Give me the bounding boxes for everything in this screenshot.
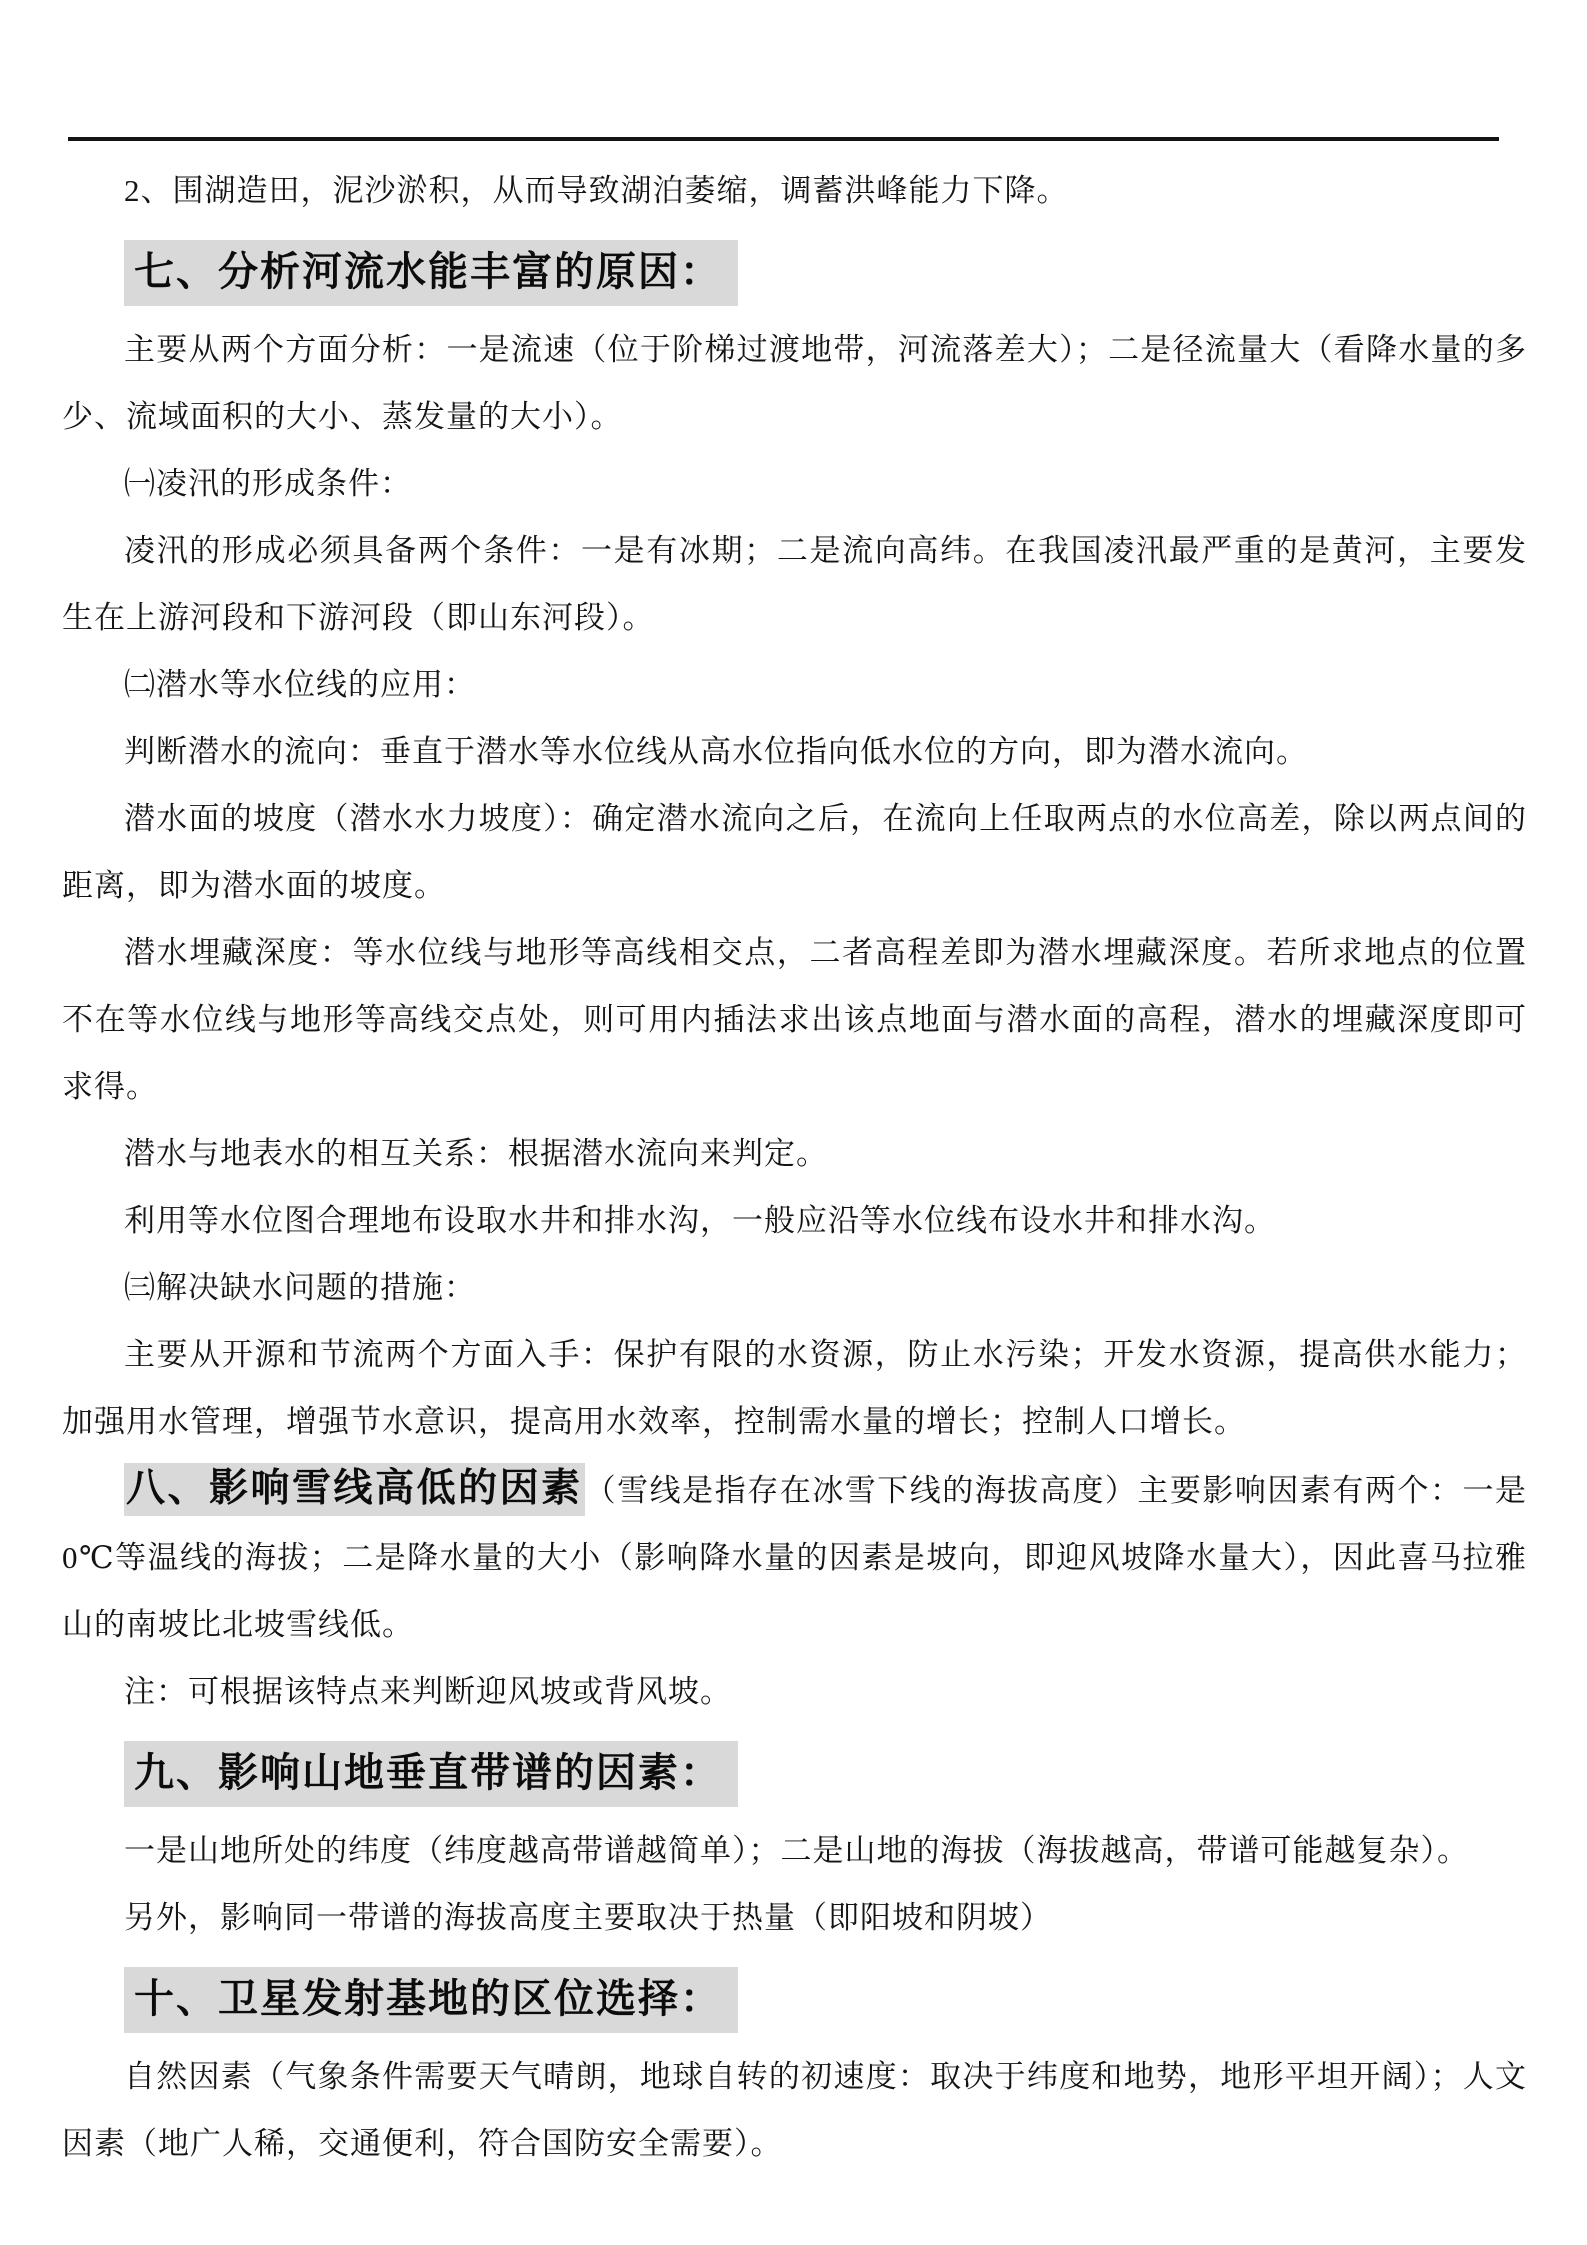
section-heading-10 [62,1967,1527,2033]
paragraph-flow-direction: 判断潜水的流向：垂直于潜水等水位线从高水位指向低水位的方向，即为潜水流向。 [124,734,1308,769]
paragraph-note-windward: 注：可根据该特点来判断迎风坡或背风坡。 [124,1674,732,1709]
section-heading-8-label: 八、影响雪线高低的因素 [124,1463,585,1516]
paragraph-water-shortage-body: 主要从开源和节流两个方面入手：保护有限的水资源，防止水污染；开发水资源，提高供水能力；加强用水管理，增强节水意识，提高用水效率，控制需水量的增长；控制人口增长。 [62,1337,1527,1439]
paragraph-hydropower-analysis: 主要从两个方面分析：一是流速（位于阶梯过渡地带，河流落差大）；二是径流量大（看降水量的多少、流域面积的大小、蒸发量的大小）。 [62,332,1527,434]
document-body [0,141,1587,2177]
section-heading-9 [62,1741,1527,1807]
paragraph-water-slope: 潜水面的坡度（潜水水力坡度）：确定潜水流向之后，在流向上任取两点的水位高差，除以两点间的距离，即为潜水面的坡度。 [62,801,1527,903]
section-heading-7-label: 七、分析河流水能丰富的原因： [124,240,738,306]
paragraph-wells-ditches: 利用等水位图合理地布设取水井和排水沟，一般应沿等水位线布设水井和排水沟。 [124,1203,1276,1238]
paragraph-snowline [62,1455,1527,1658]
paragraph-satellite-base: 自然因素（气象条件需要天气晴朗，地球自转的初速度：取决于纬度和地势，地形平坦开阔）；人文因素（地广人稀，交通便利，符合国防安全需要）。 [62,2059,1527,2161]
section-heading-7 [62,240,1527,306]
paragraph-surface-relation: 潜水与地表水的相互关系：根据潜水流向来判定。 [124,1136,828,1171]
paragraph-lingxun-body: 凌汛的形成必须具备两个条件：一是有冰期；二是流向高纬。在我国凌汛最严重的是黄河，主要发生在上游河段和下游河段（即山东河段）。 [62,533,1527,635]
page-header-rule [68,0,1499,141]
paragraph-vertical-belt-2: 另外，影响同一带谱的海拔高度主要取决于热量（即阳坡和阴坡） [124,1900,1052,1935]
paragraph-water-shortage-title: ㈢解决缺水问题的措施： [124,1270,476,1305]
paragraph-vertical-belt-1: 一是山地所处的纬度（纬度越高带谱越简单）；二是山地的海拔（海拔越高，带谱可能越复杂）。 [124,1833,1469,1868]
paragraph-lake-reclamation: 2、围湖造田，泥沙淤积，从而导致湖泊萎缩，调蓄洪峰能力下降。 [124,173,1069,208]
section-heading-10-label: 十、卫星发射基地的区位选择： [124,1967,738,2033]
paragraph-snowline-text: （雪线是指存在冰雪下线的海拔高度）主要影响因素有两个：一是 0℃等温线的海拔；二是降水量的大小（影响降水量的因素是坡向，即迎风坡降水量大），因此喜马拉雅山的南坡比北坡雪线低。 [62,1473,1527,1642]
paragraph-groundwater-title: ㈡潜水等水位线的应用： [124,667,476,702]
paragraph-lingxun-title: ㈠凌汛的形成条件： [124,466,412,501]
section-heading-9-label: 九、影响山地垂直带谱的因素： [124,1741,738,1807]
paragraph-burial-depth: 潜水埋藏深度：等水位线与地形等高线相交点，二者高程差即为潜水埋藏深度。若所求地点的位置不在等水位线与地形等高线交点处，则可用内插法求出该点地面与潜水面的高程，潜水的埋藏深度即可求得。 [62,935,1527,1104]
